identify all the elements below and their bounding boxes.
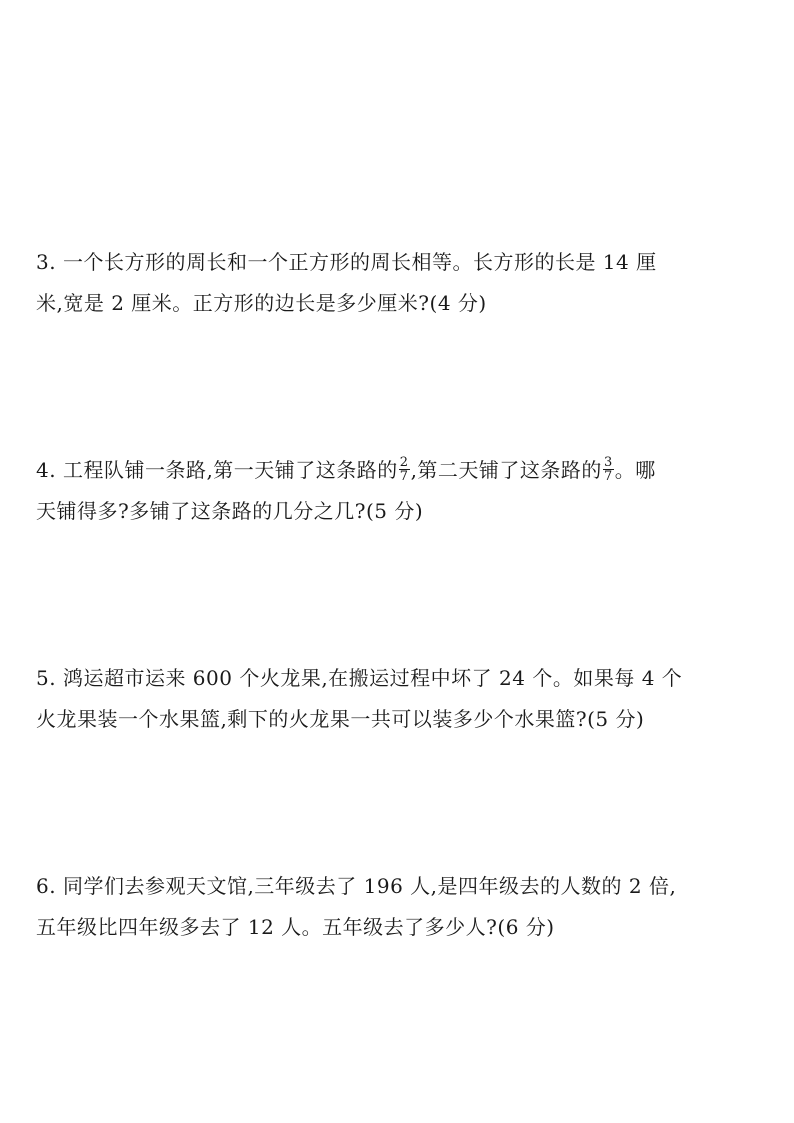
fraction-denominator: 7 bbox=[399, 469, 409, 484]
problem-3 bbox=[36, 242, 758, 324]
problem-4-text-c: 。哪 bbox=[614, 458, 656, 482]
problem-3-line-1: 3. 一个长方形的周长和一个正方形的周长相等。长方形的长是 14 厘 bbox=[36, 250, 657, 274]
problem-4 bbox=[36, 450, 758, 532]
problem-4-text-a: 4. 工程队铺一条路,第一天铺了这条路的 bbox=[36, 458, 398, 482]
fraction-three-sevenths bbox=[603, 456, 614, 483]
problem-5 bbox=[36, 658, 758, 740]
problem-6 bbox=[36, 866, 758, 948]
problem-4-line-1 bbox=[36, 450, 758, 491]
problem-5-line-1: 5. 鸿运超市运来 600 个火龙果,在搬运过程中坏了 24 个。如果每 4 个 bbox=[36, 666, 683, 690]
problem-6-line-2: 五年级比四年级多去了 12 人。五年级去了多少人?(6 分) bbox=[36, 915, 555, 939]
problem-4-text-b: ,第二天铺了这条路的 bbox=[410, 458, 602, 482]
problem-6-line-1: 6. 同学们去参观天文馆,三年级去了 196 人,是四年级去的人数的 2 倍, bbox=[36, 874, 677, 898]
fraction-two-sevenths bbox=[399, 456, 410, 483]
fraction-numerator: 3 bbox=[603, 455, 613, 470]
problem-5-line-2: 火龙果装一个水果篮,剩下的火龙果一共可以装多少个水果篮?(5 分) bbox=[36, 707, 645, 731]
problem-4-line-2: 天铺得多?多铺了这条路的几分之几?(5 分) bbox=[36, 499, 424, 523]
problem-3-line-2: 米,宽是 2 厘米。正方形的边长是多少厘米?(4 分) bbox=[36, 291, 487, 315]
fraction-denominator: 7 bbox=[603, 469, 613, 484]
fraction-numerator: 2 bbox=[399, 455, 409, 470]
